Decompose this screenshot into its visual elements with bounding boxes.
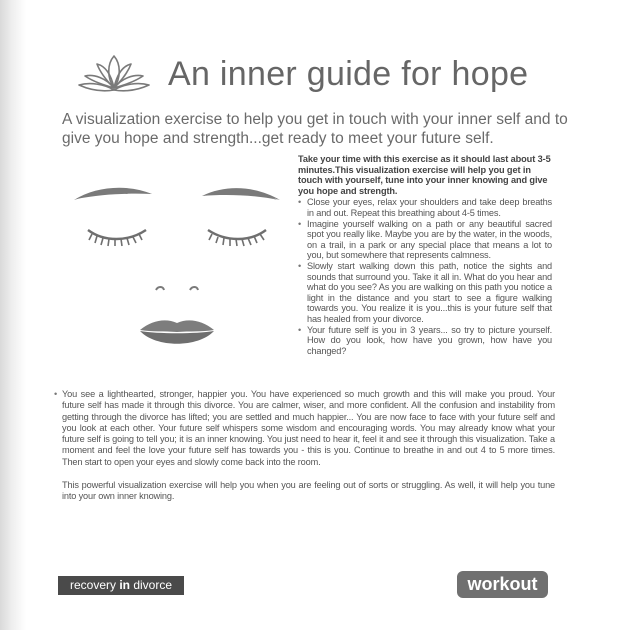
instructions-column — [298, 154, 552, 356]
brand-text-post: divorce — [130, 578, 173, 592]
bottom-text — [62, 389, 555, 503]
lotus-icon — [76, 52, 152, 96]
page-title: An inner guide for hope — [168, 54, 529, 93]
list-item: • Imagine yourself walking on a path or any beautiful sacred spot you really like. Maybe you are by the water, in the woods, on a trail, in a park or any special place that means a lot to you, but somewhere that represents calmness. — [298, 219, 552, 261]
list-item: • Close your eyes, relax your shoulders and take deep breaths in and out. Repeat this breathing about 4-5 times. — [298, 197, 552, 218]
brand-footer — [58, 576, 184, 595]
page-gutter-shadow — [0, 0, 26, 630]
future-self-paragraph: • You see a lighthearted, stronger, happier you. You have experienced so much growth and this will make you proud. Your future self has made it through this divorce. You are calmer, wiser, and more confident. All the confusion and instability from getting through the divorce has lifted; you are settled and much happier... You are now face to face with your future self and you look at each other. Your future self whispers some wisdom and encouraging words. You may already know what your future self is going to tell you; it is an inner knowing. You just need to hear it, feel it and see it through this visualization. Take a moment and feel the love your future self has towards you - this is you. Continue to breathe in and out 4 to 5 more times. Then start to open your eyes and slowly come back into the room. — [62, 389, 555, 468]
brand-text-in: in — [119, 578, 130, 592]
brand-text-pre: recovery — [69, 578, 120, 592]
section-tag: workout — [457, 571, 548, 598]
closing-paragraph: This powerful visualization exercise will help you when you are feeling out of sorts or struggling. As well, it will help you tune into your own inner knowing. — [62, 480, 555, 502]
header — [76, 52, 528, 96]
face-illustration — [66, 180, 288, 350]
list-item: • Slowly start walking down this path, notice the sights and sounds that surround you. Take it all in. What do you hear and what do you see? As you are walking on this path you notice a light in the distance and you start to see a figure walking towards you. You realize it is you...this is your future self that has healed from your divorce. — [298, 261, 552, 325]
instructions-intro: Take your time with this exercise as it should last about 3-5 minutes.This visualization exercise will help you get in touch with yourself, tune into your inner knowing and give you hope and strength. — [298, 154, 551, 196]
list-item: • Your future self is you in 3 years... so try to picture yourself. How do you look, how have you grown, how have you changed? — [298, 325, 552, 357]
instructions-list — [298, 197, 552, 356]
page-subtitle: A visualization exercise to help you get in touch with your inner self and to give you hope and strength...get ready to meet your future self. — [62, 111, 568, 147]
